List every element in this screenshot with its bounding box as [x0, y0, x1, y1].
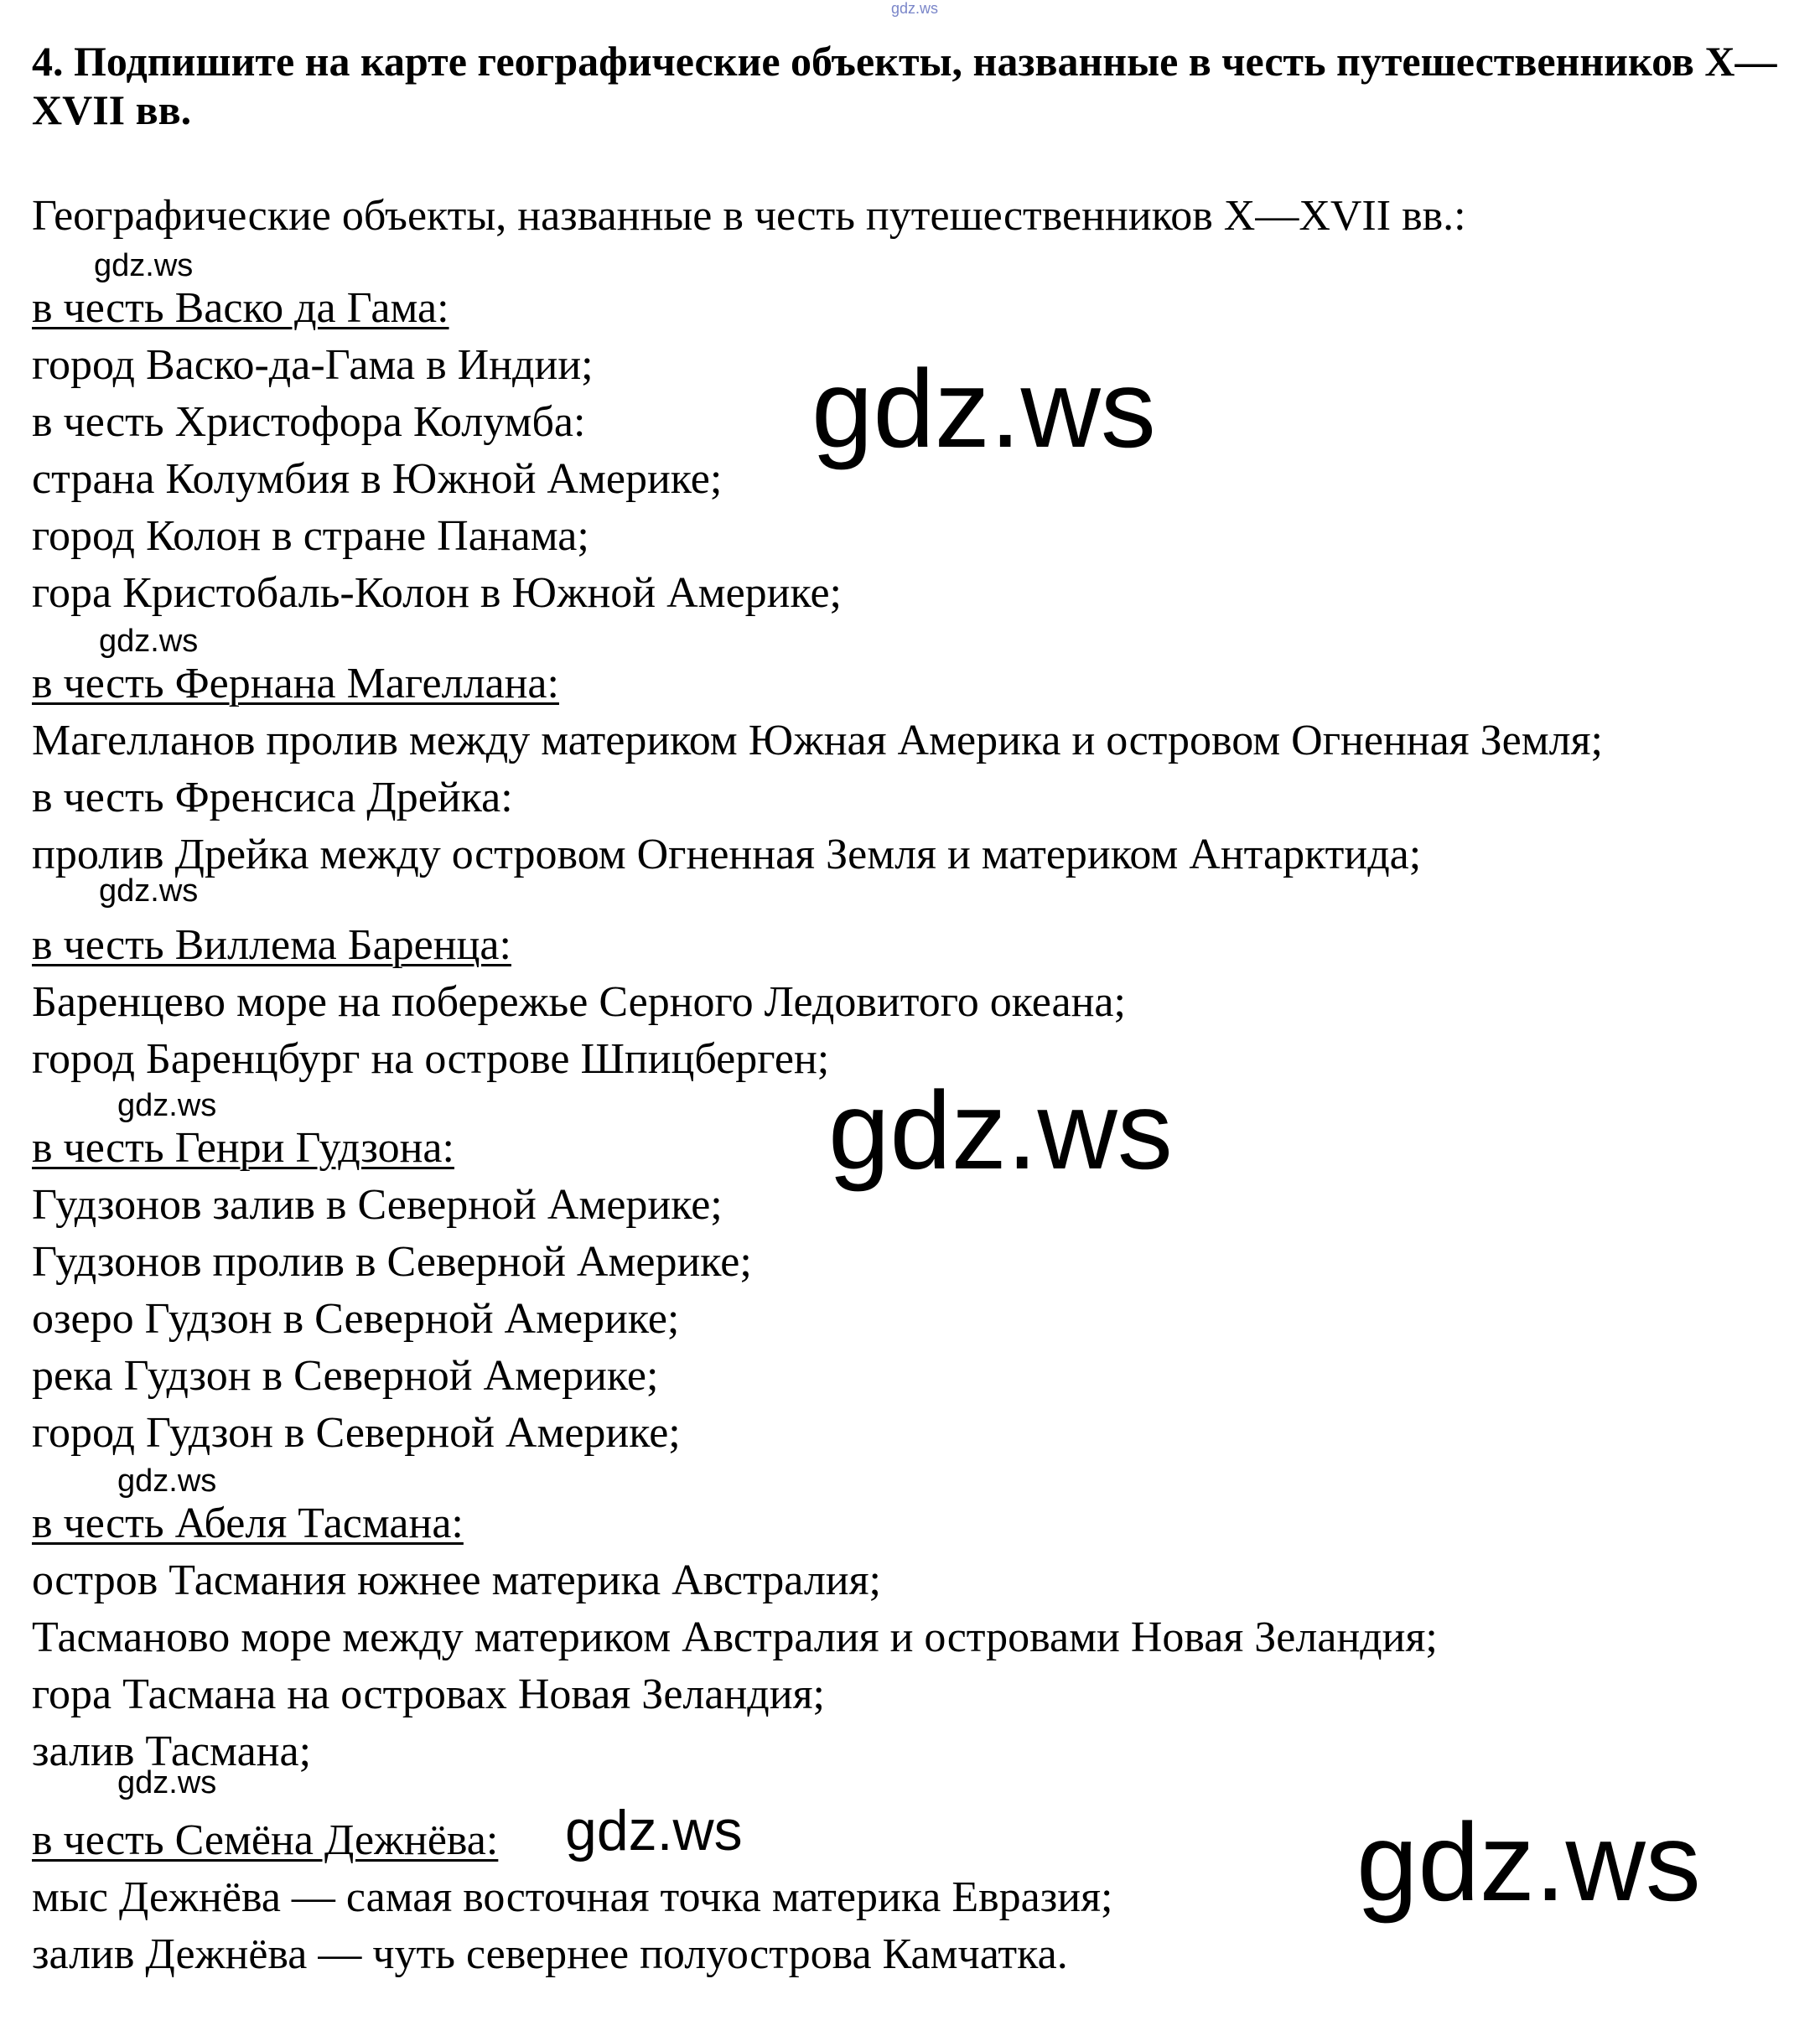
list-item: город Баренцбург на острове Шпицберген;	[32, 1035, 830, 1083]
section-heading-drake: в честь Френсиса Дрейка:	[32, 774, 513, 821]
list-item: город Гудзон в Северной Америке;	[32, 1409, 681, 1457]
intro-text: Географические объекты, названные в честь путешественников X—XVII вв.:	[32, 192, 1466, 240]
watermark-small: gdz.ws	[117, 1765, 217, 1800]
list-item: озеро Гудзон в Северной Америке;	[32, 1295, 680, 1343]
watermark-small: gdz.ws	[94, 248, 194, 283]
section-heading-barents: в честь Виллема Баренца:	[32, 921, 511, 969]
list-item: залив Тасмана;	[32, 1728, 312, 1775]
watermark-small: gdz.ws	[117, 1463, 217, 1499]
list-item: мыс Дежнёва — самая восточная точка материка Евразия;	[32, 1873, 1113, 1921]
list-item: город Колон в стране Панама;	[32, 512, 589, 560]
section-heading-vasco-da-gama: в честь Васко да Гама:	[32, 284, 449, 332]
watermark-large: gdz.ws	[1356, 1800, 1701, 1924]
list-item: город Васко-да-Гама в Индии;	[32, 341, 594, 389]
watermark-small: gdz.ws	[99, 624, 199, 659]
section-heading-magellan: в честь Фернана Магеллана:	[32, 660, 559, 707]
section-heading-hudson: в честь Генри Гудзона:	[32, 1124, 454, 1172]
list-item: Баренцево море на побережье Серного Ледовитого океана;	[32, 978, 1126, 1026]
top-watermark: gdz.ws	[891, 0, 939, 17]
watermark-large: gdz.ws	[811, 347, 1156, 470]
section-heading-dezhnev: в честь Семёна Дежнёва:	[32, 1816, 499, 1864]
list-item: пролив Дрейка между островом Огненная Земля и материком Антарктида;	[32, 831, 1422, 878]
list-item: остров Тасмания южнее материка Австралия;	[32, 1557, 881, 1604]
list-item: река Гудзон в Северной Америке;	[32, 1352, 659, 1400]
list-item: залив Дежнёва — чуть севернее полуострова Камчатка.	[32, 1930, 1068, 1978]
watermark-small: gdz.ws	[117, 1088, 217, 1123]
list-item: Магелланов пролив между материком Южная Америка и островом Огненная Земля;	[32, 717, 1603, 764]
list-item: гора Кристобаль-Колон в Южной Америке;	[32, 569, 842, 617]
list-item: страна Колумбия в Южной Америке;	[32, 455, 723, 503]
list-item: Тасманово море между материком Австралия и островами Новая Зеландия;	[32, 1614, 1438, 1661]
section-heading-tasman: в честь Абеля Тасмана:	[32, 1500, 464, 1547]
list-item: гора Тасмана на островах Новая Зеландия;	[32, 1671, 825, 1718]
watermark-large: gdz.ws	[828, 1069, 1173, 1192]
task-title: 4. Подпишите на карте географические объекты, названные в честь путешественников X—XVII вв.	[32, 38, 1777, 133]
watermark-small: gdz.ws	[99, 873, 199, 909]
section-heading-columbus: в честь Христофора Колумба:	[32, 398, 586, 446]
list-item: Гудзонов залив в Северной Америке;	[32, 1181, 723, 1229]
list-item: Гудзонов пролив в Северной Америке;	[32, 1238, 752, 1286]
watermark-medium: gdz.ws	[565, 1799, 743, 1862]
